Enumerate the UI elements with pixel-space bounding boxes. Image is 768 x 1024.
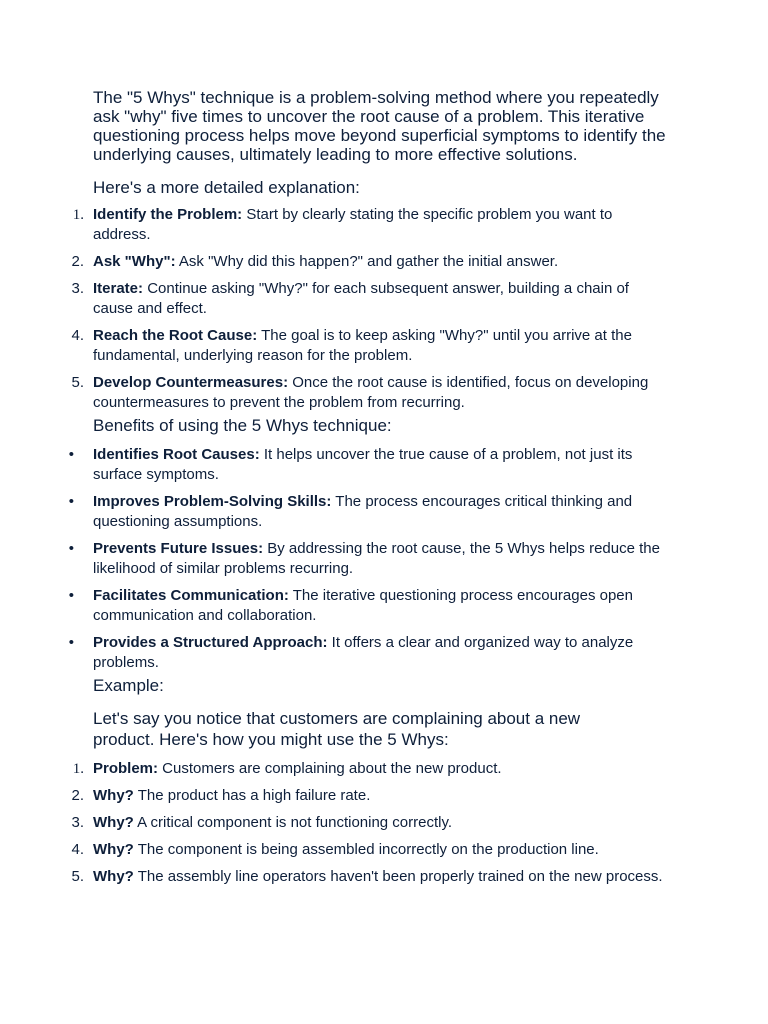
list-number: 3. xyxy=(71,280,84,297)
step-text: Start by clearly stating the specific problem you want to address. xyxy=(93,206,613,243)
example-step-item xyxy=(0,786,768,806)
bullet-marker: • xyxy=(68,493,74,510)
benefit-text: It helps uncover the true cause of a problem, not just its surface symptoms. xyxy=(93,446,633,483)
benefit-item xyxy=(0,492,768,532)
step-lead: Identify the Problem: xyxy=(93,206,243,223)
benefit-lead: Provides a Structured Approach: xyxy=(93,634,328,651)
example-step-lead: Why? xyxy=(93,814,134,831)
bullet-marker: • xyxy=(68,587,74,604)
step-lead: Reach the Root Cause: xyxy=(93,327,258,344)
example-step-text: The component is being assembled incorrectly on the production line. xyxy=(133,841,599,858)
bullet-marker: • xyxy=(68,446,74,463)
list-number: 4. xyxy=(71,327,84,344)
list-number: 1. xyxy=(72,761,84,777)
example-step-text: Customers are complaining about the new product. xyxy=(158,760,502,777)
step-text: Ask "Why did this happen?" and gather the initial answer. xyxy=(175,253,559,270)
bullet-marker: • xyxy=(68,540,74,557)
benefit-lead: Prevents Future Issues: xyxy=(93,540,264,557)
benefit-text: The process encourages critical thinking and questioning assumptions. xyxy=(93,493,633,530)
example-step-text: A critical component is not functioning correctly. xyxy=(133,814,453,831)
benefits-list xyxy=(0,445,768,673)
example-step-item xyxy=(0,840,768,860)
example-step-item xyxy=(0,759,768,779)
benefit-text: The iterative questioning process encourages open communication and collaboration. xyxy=(93,587,633,624)
benefit-text: By addressing the root cause, the 5 Whys helps reduce the likelihood of similar problems recurring. xyxy=(93,540,660,577)
example-step-lead: Problem: xyxy=(93,760,159,777)
step-lead: Iterate: xyxy=(93,280,144,297)
benefits-heading: Benefits of using the 5 Whys technique: xyxy=(93,416,392,435)
benefit-item xyxy=(0,539,768,579)
bullet-marker: • xyxy=(68,634,74,651)
benefit-lead: Improves Problem-Solving Skills: xyxy=(93,493,332,510)
list-number: 1. xyxy=(72,207,84,223)
step-lead: Develop Countermeasures: xyxy=(93,374,289,391)
list-number: 2. xyxy=(71,787,84,804)
example-step-lead: Why? xyxy=(93,868,134,885)
benefit-lead: Facilitates Communication: xyxy=(93,587,289,604)
example-step-text: The assembly line operators haven't been properly trained on the new process. xyxy=(133,868,663,885)
step-item xyxy=(0,252,768,272)
list-number: 2. xyxy=(71,253,84,270)
benefit-text: It offers a clear and organized way to analyze problems. xyxy=(93,634,634,671)
example-step-lead: Why? xyxy=(93,787,134,804)
benefit-lead: Identifies Root Causes: xyxy=(93,446,260,463)
step-item xyxy=(0,279,768,319)
example-steps-list xyxy=(0,759,768,887)
list-number: 4. xyxy=(71,841,84,858)
intro-paragraph: The "5 Whys" technique is a problem-solving method where you repeatedly ask "why" five times to uncover the root cause of a problem. This iterative questioning process helps move beyond superficial symptoms to identify the underlying causes, ultimately leading to more effective solutions. xyxy=(93,88,666,164)
step-text: The goal is to keep asking "Why?" until you arrive at the fundamental, underlying reason for the problem. xyxy=(93,327,632,364)
benefit-item xyxy=(0,633,768,673)
example-step-item xyxy=(0,867,768,887)
steps-list xyxy=(0,205,768,413)
list-number: 5. xyxy=(71,374,84,391)
step-item xyxy=(0,205,768,245)
step-text: Continue asking "Why?" for each subsequent answer, building a chain of cause and effect. xyxy=(93,280,629,317)
detail-heading: Here's a more detailed explanation: xyxy=(93,178,360,197)
step-lead: Ask "Why": xyxy=(93,253,176,270)
example-step-text: The product has a high failure rate. xyxy=(133,787,371,804)
example-step-lead: Why? xyxy=(93,841,134,858)
step-item xyxy=(0,326,768,366)
list-number: 3. xyxy=(71,814,84,831)
step-item xyxy=(0,373,768,413)
example-intro: Let's say you notice that customers are complaining about a new product. Here's how you might use the 5 Whys: xyxy=(93,709,581,749)
list-number: 5. xyxy=(71,868,84,885)
benefit-item xyxy=(0,445,768,485)
step-text: Once the root cause is identified, focus on developing countermeasures to prevent the problem from recurring. xyxy=(93,374,649,411)
benefit-item xyxy=(0,586,768,626)
example-step-item xyxy=(0,813,768,833)
example-heading: Example: xyxy=(93,676,164,695)
